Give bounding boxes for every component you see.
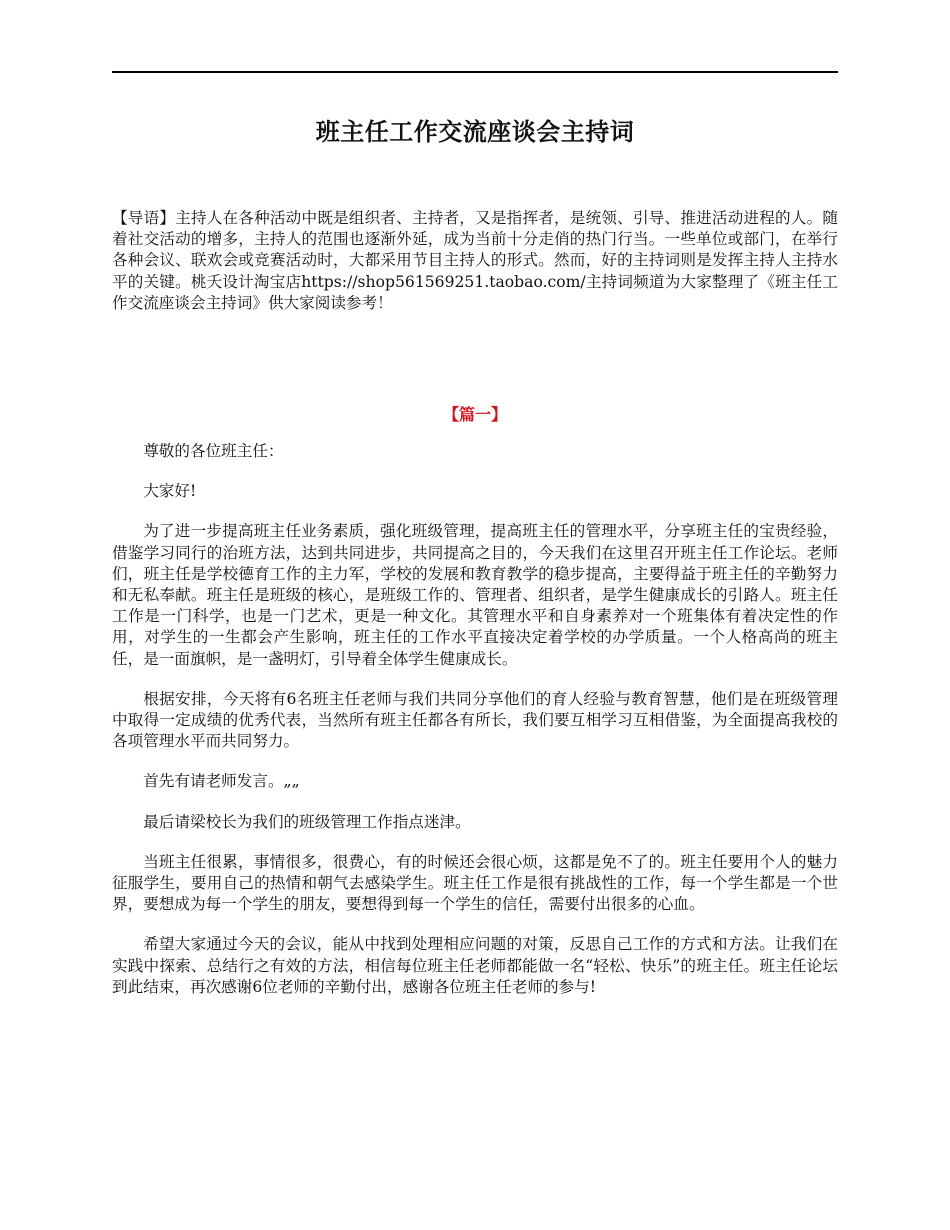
body-paragraph: 最后请梁校长为我们的班级管理工作指点迷津。 xyxy=(143,812,471,831)
body-paragraph: 根据安排，今天将有6名班主任老师与我们共同分享他们的育人经验与教育智慧，他们是在班级管理中取得一定成绩的优秀代表，当然所有班主任都各有所长，我们要互相学习互相借鉴，为全面提高我校的各项管理水平而共同努力。 xyxy=(112,689,838,751)
hello-paragraph: 大家好! xyxy=(143,482,197,501)
closing-paragraph: 希望大家通过今天的会议，能从中找到处理相应问题的对策，反思自己工作的方式和方法。让我们在实践中探索、总结行之有效的方法，相信每位班主任老师都能做一名“轻松、快乐”的班主任。班主任论坛到此结束，再次感谢6位老师的辛勤付出，感谢各位班主任老师的参与! xyxy=(112,935,838,996)
header-rule xyxy=(112,71,838,73)
body-paragraph: 首先有请老师发言。„„ xyxy=(143,772,300,791)
page-title: 班主任工作交流座谈会主持词 xyxy=(315,117,635,146)
body-text xyxy=(112,441,838,1017)
section-heading: 【篇一】 xyxy=(442,405,507,424)
body-paragraph: 为了进一步提高班主任业务素质，强化班级管理，提高班主任的管理水平，分享班主任的宝贵经验，借鉴学习同行的治班方法，达到共同进步，共同提高之目的，今天我们在这里召开班主任工作论坛。老师们，班主任是学校德育工作的主力军，学校的发展和教育教学的稳步提高，主要得益于班主任的辛勤努力和无私奉献。班主任是班级的核心，是班级工作的、管理者、组织者，是学生健康成长的引路人。班主任工作是一门科学，也是一门艺术，更是一种文化。其管理水平和自身素养对一个班集体有着决定性的作用，对学生的一生都会产生影响，班主任的工作水平直接决定着学校的办学质量。一个人格高尚的班主任，是一面旗帜，是一盏明灯，引导着全体学生健康成长。 xyxy=(112,522,838,668)
greeting-paragraph: 尊敬的各位班主任： xyxy=(143,442,284,460)
body-paragraph: 当班主任很累，事情很多，很费心，有的时候还会很心烦，这都是免不了的。班主任要用个人的魅力征服学生，要用自己的热情和朝气去感染学生。班主任工作是很有挑战性的工作，每一个学生都是一个世界，要想成为每一个学生的朋友，要想得到每一个学生的信任，需要付出很多的心血。 xyxy=(112,852,838,914)
intro-paragraph: 【导语】主持人在各种活动中既是组织者、主持者，又是指挥者，是统领、引导、推进活动进程的人。随着社交活动的增多，主持人的范围也逐渐外延，成为当前十分走俏的热门行当。一些单位或部门，在举行各种会议、联欢会或竞赛活动时，大都采用节目主持人的形式。然而，好的主持词则是发挥主持人主持水平的关键。桃夭设计淘宝店https://shop561569251.taobao.com/主持词频道为大家整理了《班主任工作交流座谈会主持词》供大家阅读参考！ xyxy=(112,209,838,312)
